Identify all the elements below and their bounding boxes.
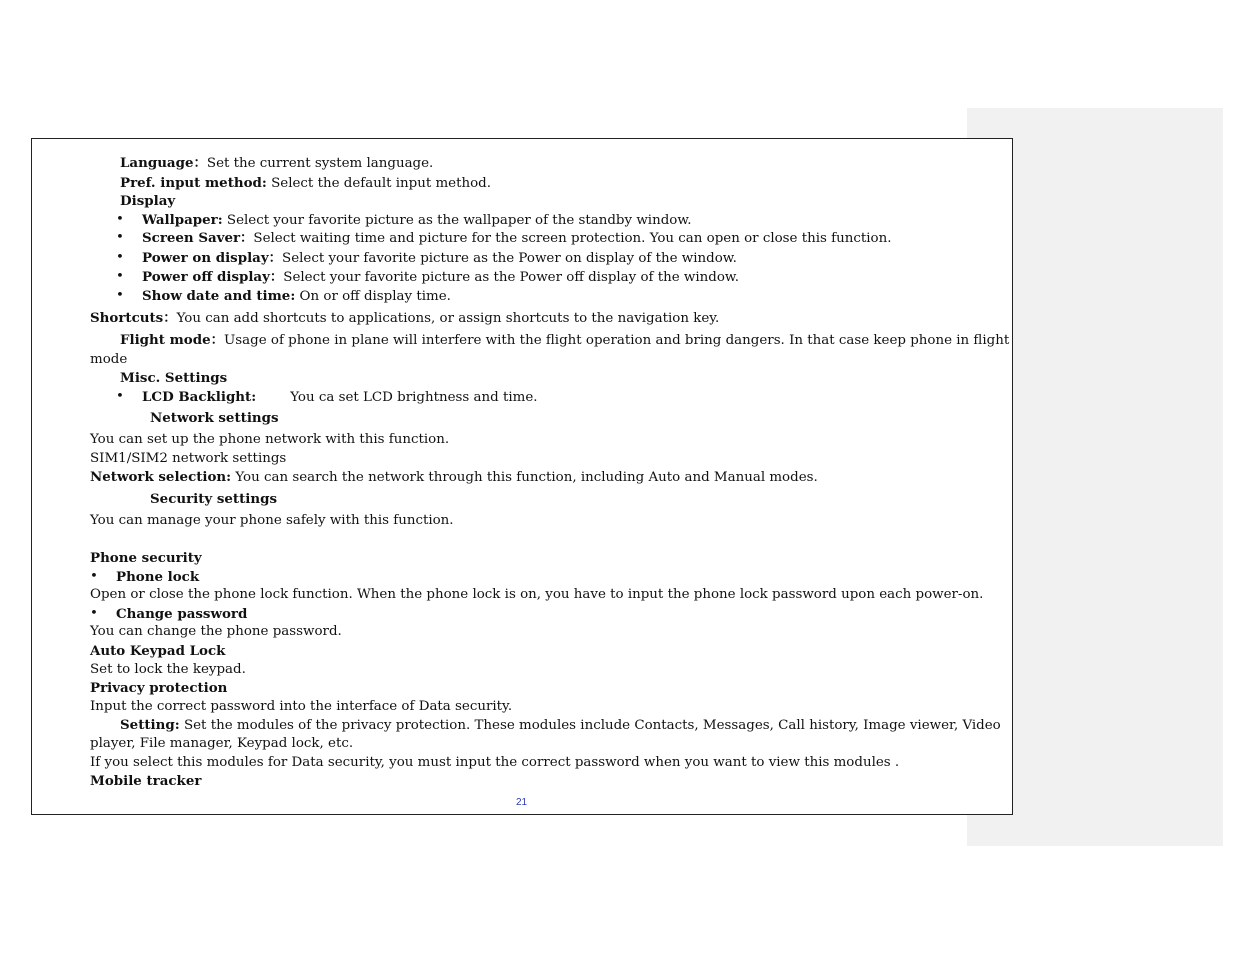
text-line-network-intro: You can set up the phone network with this function. xyxy=(90,432,450,447)
text-line-shortcuts: Shortcuts：You can add shortcuts to applications, or assign shortcuts to the navigation key. xyxy=(90,310,720,326)
text-line-screen-saver: Screen Saver：Select waiting time and picture for the screen protection. You can open or close this function. xyxy=(142,230,892,246)
bullet-icon: • xyxy=(116,389,124,404)
heading-mobile-tracker: Mobile tracker xyxy=(90,773,202,789)
text-line-lcd-backlight: LCD Backlight: You ca set LCD brightness and time. xyxy=(142,389,538,405)
text-line-power-on: Power on display：Select your favorite picture as the Power on display of the window. xyxy=(142,250,737,266)
text-line-data-security: If you select this modules for Data security, you must input the correct password when you want to view this modules . xyxy=(90,755,900,770)
text-line-privacy-intro: Input the correct password into the interface of Data security. xyxy=(90,699,513,714)
heading-privacy-protection: Privacy protection xyxy=(90,680,228,696)
bullet-icon: • xyxy=(116,212,124,227)
bullet-icon: • xyxy=(116,230,124,245)
text-line-sim-settings: SIM1/SIM2 network settings xyxy=(90,451,287,466)
text-line-flight-mode-cont: mode xyxy=(90,352,128,367)
text-line-privacy-setting: Setting: Set the modules of the privacy protection. These modules include Contacts, Messages, Call history, Image viewer, Video xyxy=(120,717,1001,733)
text-line-privacy-setting-cont: player, File manager, Keypad lock, etc. xyxy=(90,736,354,751)
heading-misc-settings: Misc. Settings xyxy=(120,370,228,386)
text-line-show-date: Show date and time: On or off display time. xyxy=(142,288,451,304)
page-number: 21 xyxy=(516,797,528,808)
bullet-icon: • xyxy=(90,606,98,621)
heading-network-settings: Network settings xyxy=(150,410,279,426)
text-line-security-intro: You can manage your phone safely with this function. xyxy=(90,513,454,528)
heading-change-password: Change password xyxy=(116,606,248,622)
text-line-pref-input: Pref. input method: Select the default input method. xyxy=(120,175,491,191)
heading-phone-security: Phone security xyxy=(90,550,202,566)
heading-security-settings: Security settings xyxy=(150,491,278,507)
text-line-power-off: Power off display：Select your favorite picture as the Power off display of the window. xyxy=(142,269,740,285)
heading-display: Display xyxy=(120,193,176,209)
bullet-icon: • xyxy=(116,250,124,265)
heading-auto-keypad-lock: Auto Keypad Lock xyxy=(90,643,226,659)
bullet-icon: • xyxy=(90,569,98,584)
text-line-keypad-lock: Set to lock the keypad. xyxy=(90,662,246,677)
text-line-flight-mode: Flight mode：Usage of phone in plane will interfere with the flight operation and bring dangers. In that case keep phone in flight xyxy=(120,332,1010,348)
heading-phone-lock: Phone lock xyxy=(116,569,200,585)
text-line-phone-lock: Open or close the phone lock function. When the phone lock is on, you have to input the phone lock password upon each power-on. xyxy=(90,587,984,602)
bullet-icon: • xyxy=(116,288,124,303)
bullet-icon: • xyxy=(116,269,124,284)
text-line-language: Language：Set the current system language. xyxy=(120,155,434,171)
text-line-wallpaper: Wallpaper: Select your favorite picture as the wallpaper of the standby window. xyxy=(142,212,692,228)
text-line-network-selection: Network selection: You can search the network through this function, including Auto and Manual modes. xyxy=(90,469,818,485)
text-line-change-password: You can change the phone password. xyxy=(90,624,342,639)
